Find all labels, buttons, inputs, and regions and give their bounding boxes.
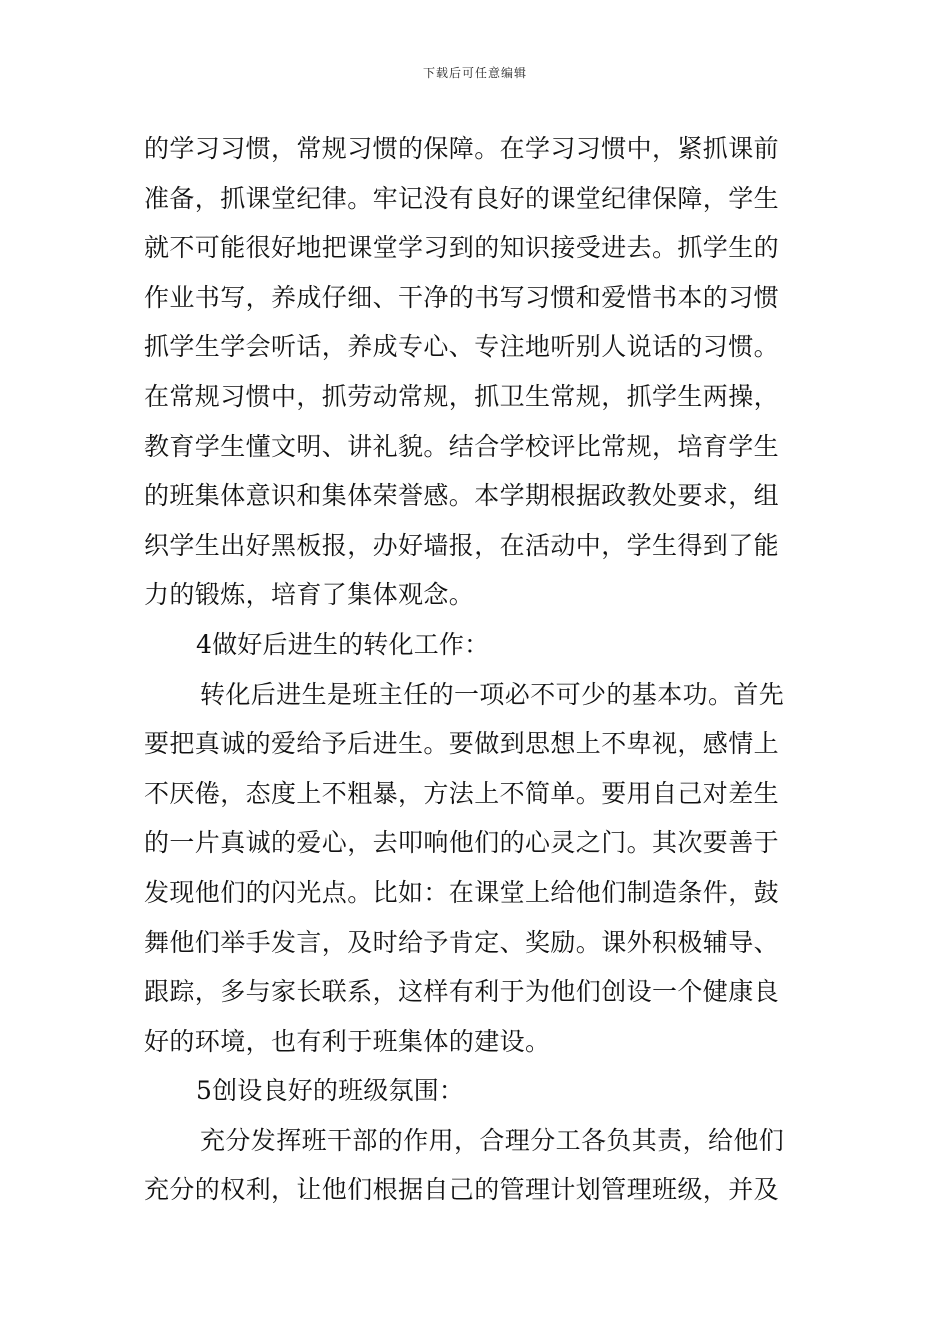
text-line: 抓学生学会听话，养成专心、专注地听别人说话的习惯。	[144, 332, 780, 362]
text-line: 转化后进生是班主任的一项必不可少的基本功。首先	[200, 679, 785, 709]
section-heading: 4做好后进生的转化工作：	[196, 629, 490, 659]
text-line: 跟踪，多与家长联系，这样有利于为他们创设一个健康良	[144, 977, 780, 1007]
text-line: 准备，抓课堂纪律。牢记没有良好的课堂纪律保障，学生	[144, 183, 780, 213]
text-line: 织学生出好黑板报，办好墙报，在活动中，学生得到了能	[144, 530, 780, 560]
text-line: 力的锻炼，培育了集体观念。	[144, 580, 475, 610]
text-line: 作业书写，养成仔细、干净的书写习惯和爱惜书本的习惯	[144, 282, 780, 312]
text-line: 舞他们举手发言，及时给予肯定、奖励。课外积极辅导、	[144, 927, 780, 957]
text-line: 的学习习惯，常规习惯的保障。在学习习惯中，紧抓课前	[144, 134, 780, 163]
text-line: 不厌倦，态度上不粗暴，方法上不简单。要用自己对差生	[144, 778, 780, 808]
section-heading: 5创设良好的班级氛围：	[196, 1076, 465, 1106]
text-line: 的班集体意识和集体荣誉感。本学期根据政教处要求，组	[144, 481, 780, 511]
text-line: 的一片真诚的爱心，去叩响他们的心灵之门。其次要善于	[144, 828, 780, 858]
text-line: 充分的权利，让他们根据自己的管理计划管理班级，并及	[144, 1175, 780, 1205]
text-line: 充分发挥班干部的作用，合理分工各负其责，给他们	[200, 1125, 785, 1155]
text-line: 就不可能很好地把课堂学习到的知识接受进去。抓学生的	[144, 233, 780, 263]
text-line: 好的环境，也有利于班集体的建设。	[144, 1026, 551, 1056]
text-line: 在常规习惯中，抓劳动常规，抓卫生常规，抓学生两操，	[144, 381, 780, 411]
page-header: 下载后可任意编辑	[422, 66, 527, 80]
text-line: 发现他们的闪光点。比如：在课堂上给他们制造条件，鼓	[144, 877, 780, 907]
text-line: 要把真诚的爱给予后进生。要做到思想上不卑视，感情上	[144, 729, 780, 759]
document-body	[144, 124, 814, 1215]
text-line: 教育学生懂文明、讲礼貌。结合学校评比常规，培育学生	[144, 431, 780, 461]
